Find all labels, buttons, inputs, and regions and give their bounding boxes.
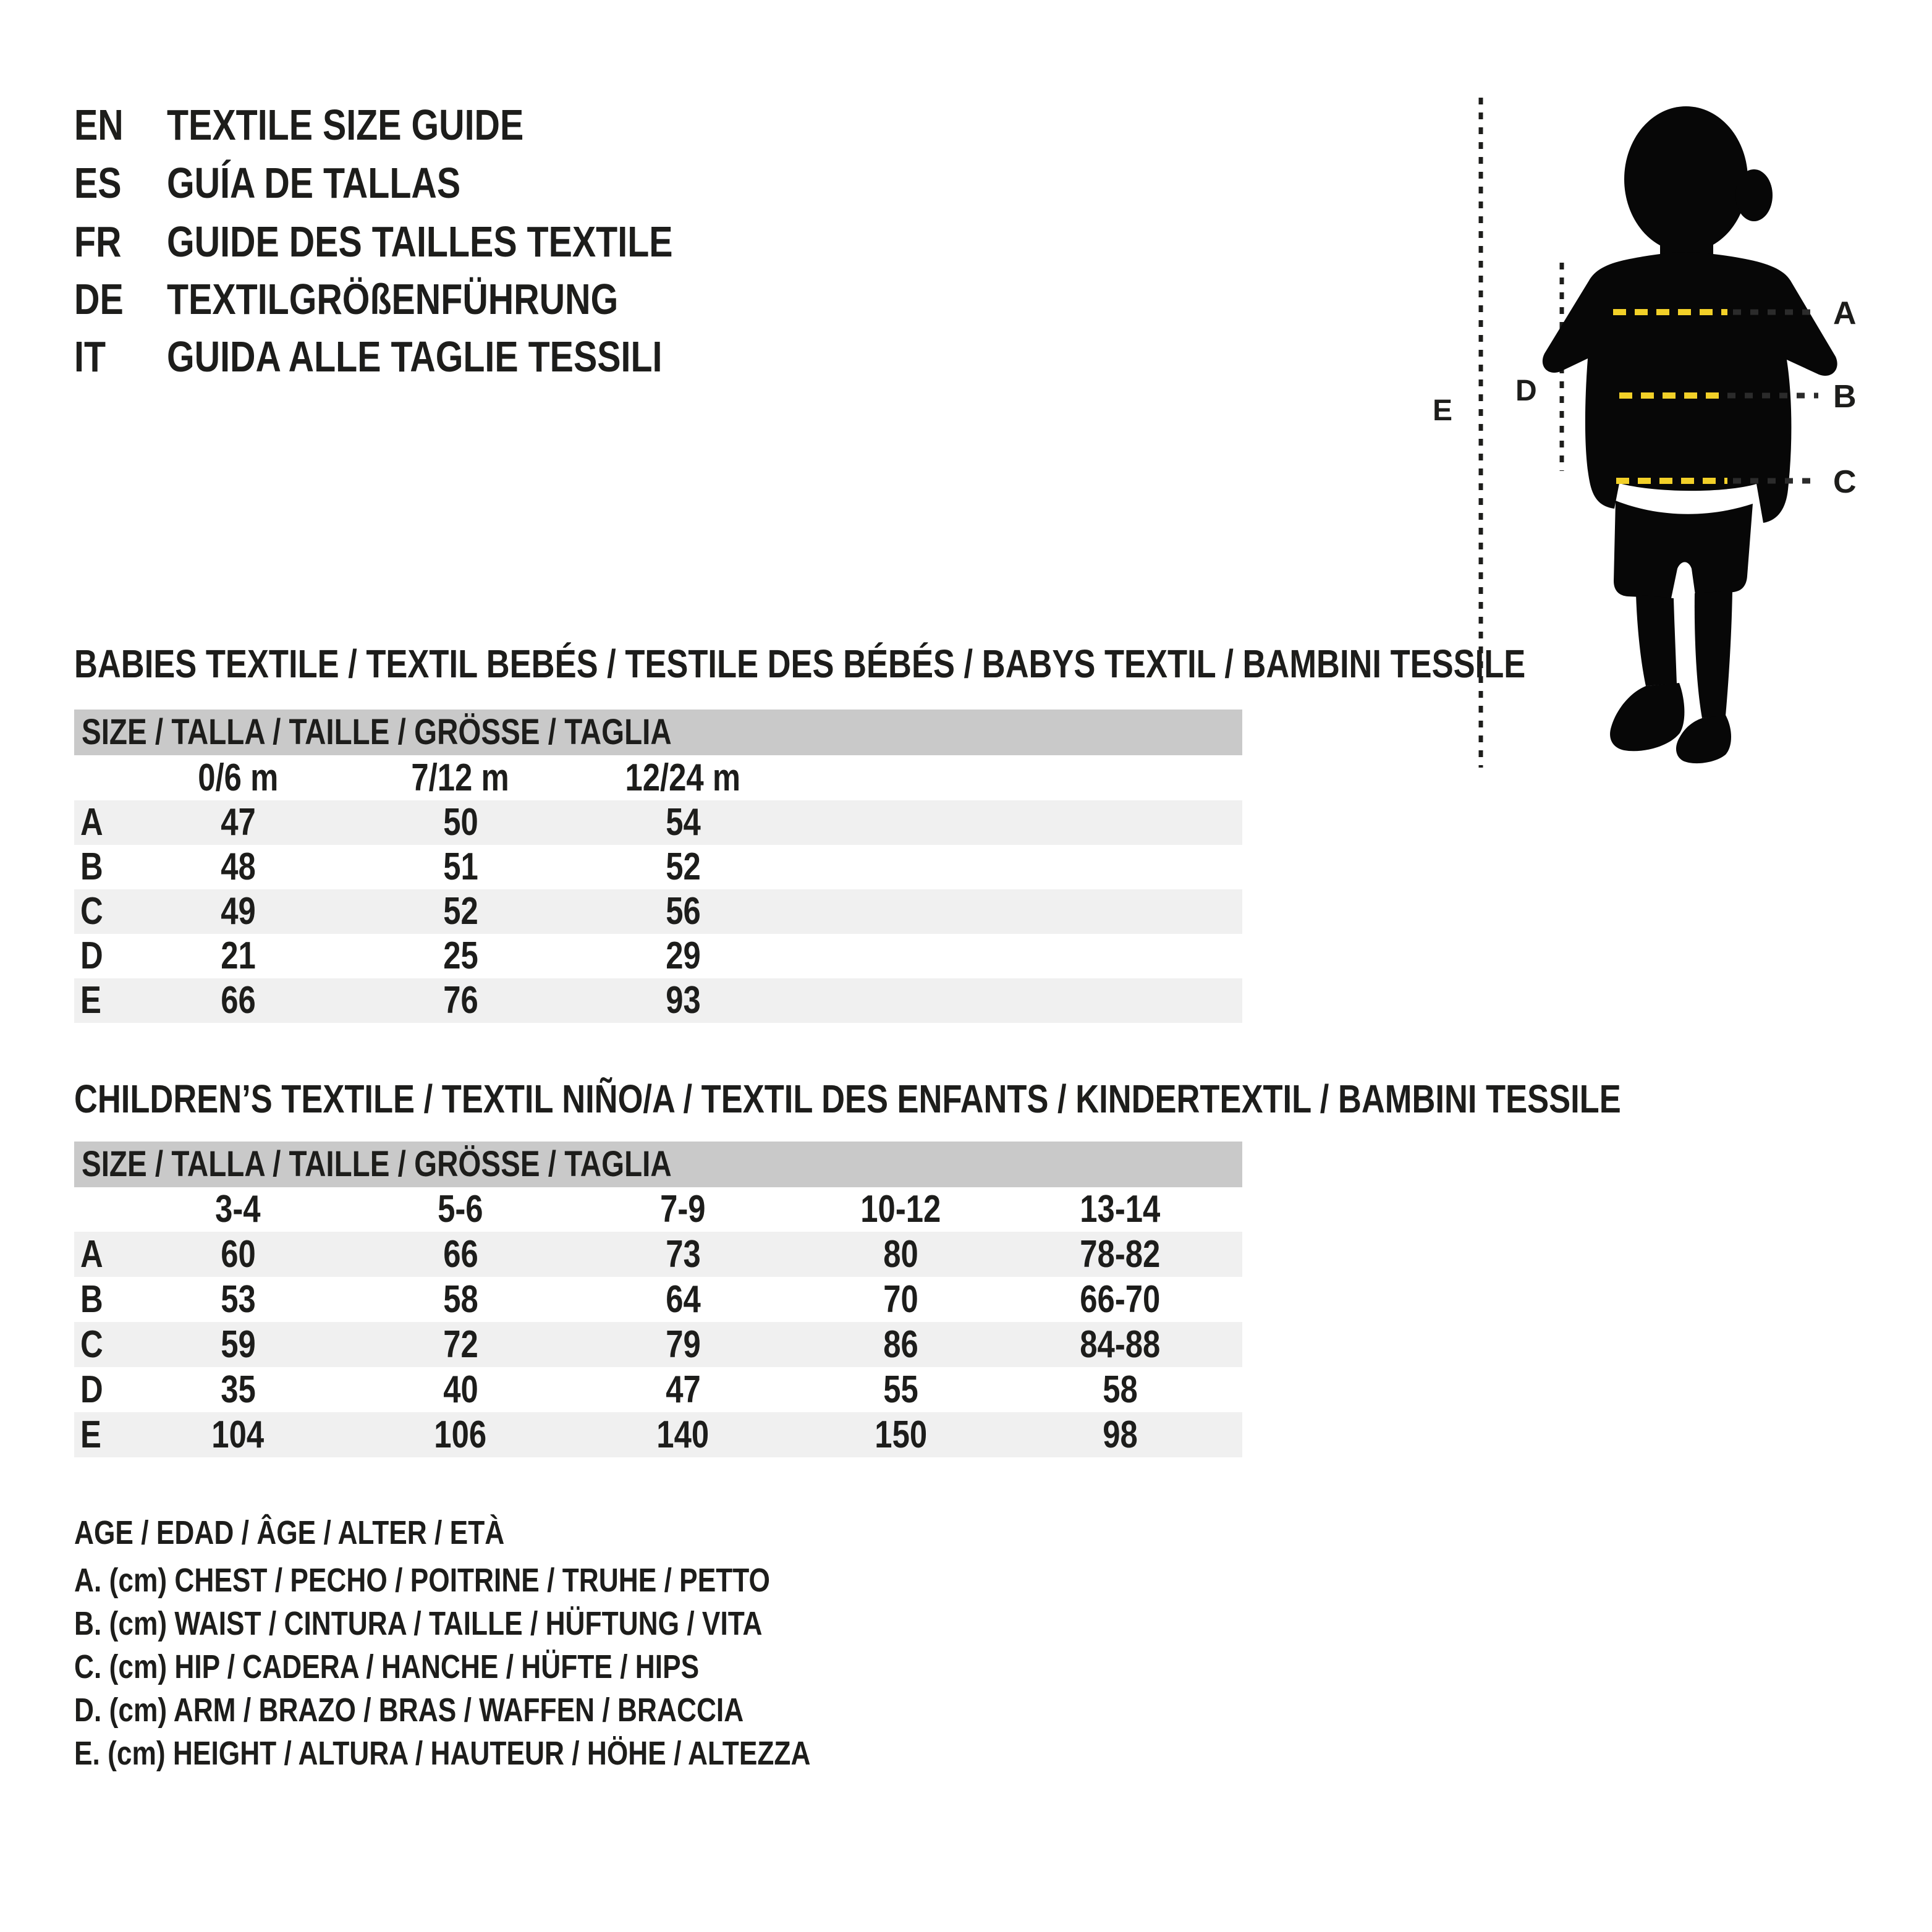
size-value-cell: 53: [220, 1278, 256, 1321]
column-header: 5-6: [438, 1188, 483, 1231]
row-label: A: [80, 1233, 103, 1276]
lang-title-it: GUIDA ALLE TAGLIE TESSILI: [167, 333, 663, 381]
size-value-cell: 35: [220, 1368, 256, 1411]
row-label: D: [80, 1368, 103, 1411]
size-value-cell: 93: [665, 979, 701, 1022]
size-value-cell: 70: [883, 1278, 918, 1321]
hip-label: C: [1833, 464, 1857, 500]
size-value-cell: 78-82: [1080, 1233, 1161, 1276]
size-value-cell: 59: [220, 1323, 256, 1366]
row-label: B: [80, 845, 103, 888]
size-value-cell: 56: [665, 890, 701, 933]
column-header: 13-14: [1080, 1188, 1161, 1231]
size-value-cell: 80: [883, 1233, 918, 1276]
size-value-cell: 66-70: [1080, 1278, 1161, 1321]
size-value-cell: 55: [883, 1368, 918, 1411]
lang-code-it: IT: [74, 333, 106, 381]
lang-code-fr: FR: [74, 218, 122, 266]
children-section-title-text: CHILDREN’S TEXTILE / TEXTIL NIÑO/A / TEXTIL DES ENFANTS / KINDERTEXTIL / BAMBINI TESSILE: [74, 1077, 1621, 1121]
legend-row-waist: B. (cm) WAIST / CINTURA / TAILLE / HÜFTUNG / VITA: [74, 1605, 763, 1642]
size-value-cell: 47: [665, 1368, 701, 1411]
size-value-cell: 64: [665, 1278, 701, 1321]
babies-section-title-text: BABIES TEXTILE / TEXTIL BEBÉS / TESTILE DES BÉBÉS / BABYS TEXTIL / BAMBINI TESSILE: [74, 642, 1526, 686]
arm-label: D: [1515, 375, 1537, 407]
size-value-cell: 47: [220, 801, 256, 844]
size-value-cell: 29: [665, 934, 701, 977]
babies-section-title: [74, 643, 1844, 684]
table-row: [74, 1412, 1242, 1457]
row-label: A: [80, 801, 103, 844]
table-row: [74, 978, 1242, 1023]
row-label: C: [80, 890, 103, 933]
size-value-cell: 150: [875, 1413, 927, 1456]
size-value-cell: 25: [443, 934, 478, 977]
babies-size-header-bar: [74, 710, 1242, 755]
size-value-cell: 52: [443, 890, 478, 933]
table-row: [74, 1322, 1242, 1367]
size-diagram: [1409, 74, 1932, 803]
lang-title-fr: GUIDE DES TAILLES TEXTILE: [167, 218, 673, 266]
table-row: [74, 1232, 1242, 1277]
table-row: [74, 1367, 1242, 1412]
corner-cell: [74, 755, 127, 800]
legend-row-hip: C. (cm) HIP / CADERA / HANCHE / HÜFTE / HIPS: [74, 1648, 700, 1685]
legend-row-age: AGE / EDAD / ÂGE / ALTER / ETÀ: [74, 1514, 505, 1551]
size-value-cell: 50: [443, 801, 478, 844]
lang-code-es: ES: [74, 159, 122, 207]
row-label: E: [80, 1413, 101, 1456]
size-value-cell: 58: [1103, 1368, 1138, 1411]
size-value-cell: 104: [211, 1413, 265, 1456]
children-column-header-row: [74, 1187, 1242, 1232]
table-row: [74, 800, 1242, 845]
lang-title-en: TEXTILE SIZE GUIDE: [167, 101, 524, 149]
row-label: B: [80, 1278, 103, 1321]
table-row: [74, 934, 1242, 978]
table-row: [74, 889, 1242, 934]
size-value-cell: 48: [220, 845, 256, 888]
size-value-cell: 73: [665, 1233, 701, 1276]
column-header: 3-4: [215, 1188, 261, 1231]
column-header: 7/12 m: [411, 756, 510, 799]
lang-code-de: DE: [74, 275, 124, 323]
children-size-header-text: SIZE / TALLA / TAILLE / GRÖSSE / TAGLIA: [82, 1144, 672, 1184]
lang-title-de: TEXTILGRÖßENFÜHRUNG: [167, 275, 619, 323]
size-value-cell: 76: [443, 979, 478, 1022]
size-value-cell: 86: [883, 1323, 918, 1366]
lang-code-en: EN: [74, 101, 124, 149]
size-value-cell: 66: [443, 1233, 478, 1276]
lang-title-es: GUÍA DE TALLAS: [167, 159, 461, 207]
corner-cell: [74, 1187, 127, 1232]
chest-label: A: [1833, 295, 1857, 331]
table-row: [74, 1277, 1242, 1322]
size-value-cell: 98: [1103, 1413, 1138, 1456]
size-value-cell: 60: [220, 1233, 256, 1276]
waist-label: B: [1833, 379, 1857, 415]
size-value-cell: 40: [443, 1368, 478, 1411]
babies-column-header-row: [74, 755, 1242, 800]
size-value-cell: 54: [665, 801, 701, 844]
children-section-title: [74, 1078, 1932, 1119]
legend-row-chest: A. (cm) CHEST / PECHO / POITRINE / TRUHE / PETTO: [74, 1562, 770, 1599]
babies-size-header-text: SIZE / TALLA / TAILLE / GRÖSSE / TAGLIA: [82, 712, 672, 752]
column-header: 12/24 m: [625, 756, 741, 799]
row-label: D: [80, 934, 103, 977]
size-value-cell: 66: [220, 979, 256, 1022]
children-size-header-bar: [74, 1142, 1242, 1187]
legend-row-height: E. (cm) HEIGHT / ALTURA / HAUTEUR / HÖHE / ALTEZZA: [74, 1735, 811, 1772]
legend-row-arm: D. (cm) ARM / BRAZO / BRAS / WAFFEN / BRACCIA: [74, 1692, 744, 1729]
column-header: 7-9: [660, 1188, 706, 1231]
size-value-cell: 58: [443, 1278, 478, 1321]
height-label: E: [1433, 394, 1453, 427]
size-value-cell: 51: [443, 845, 478, 888]
table-row: [74, 845, 1242, 889]
column-header: 10-12: [860, 1188, 941, 1231]
column-header: 0/6 m: [197, 756, 278, 799]
size-value-cell: 140: [656, 1413, 710, 1456]
size-value-cell: 79: [665, 1323, 701, 1366]
row-label: C: [80, 1323, 103, 1366]
size-value-cell: 84-88: [1080, 1323, 1161, 1366]
size-value-cell: 106: [434, 1413, 487, 1456]
size-value-cell: 72: [443, 1323, 478, 1366]
size-value-cell: 49: [220, 890, 256, 933]
size-value-cell: 52: [665, 845, 701, 888]
size-value-cell: 21: [220, 934, 256, 977]
row-label: E: [80, 979, 101, 1022]
